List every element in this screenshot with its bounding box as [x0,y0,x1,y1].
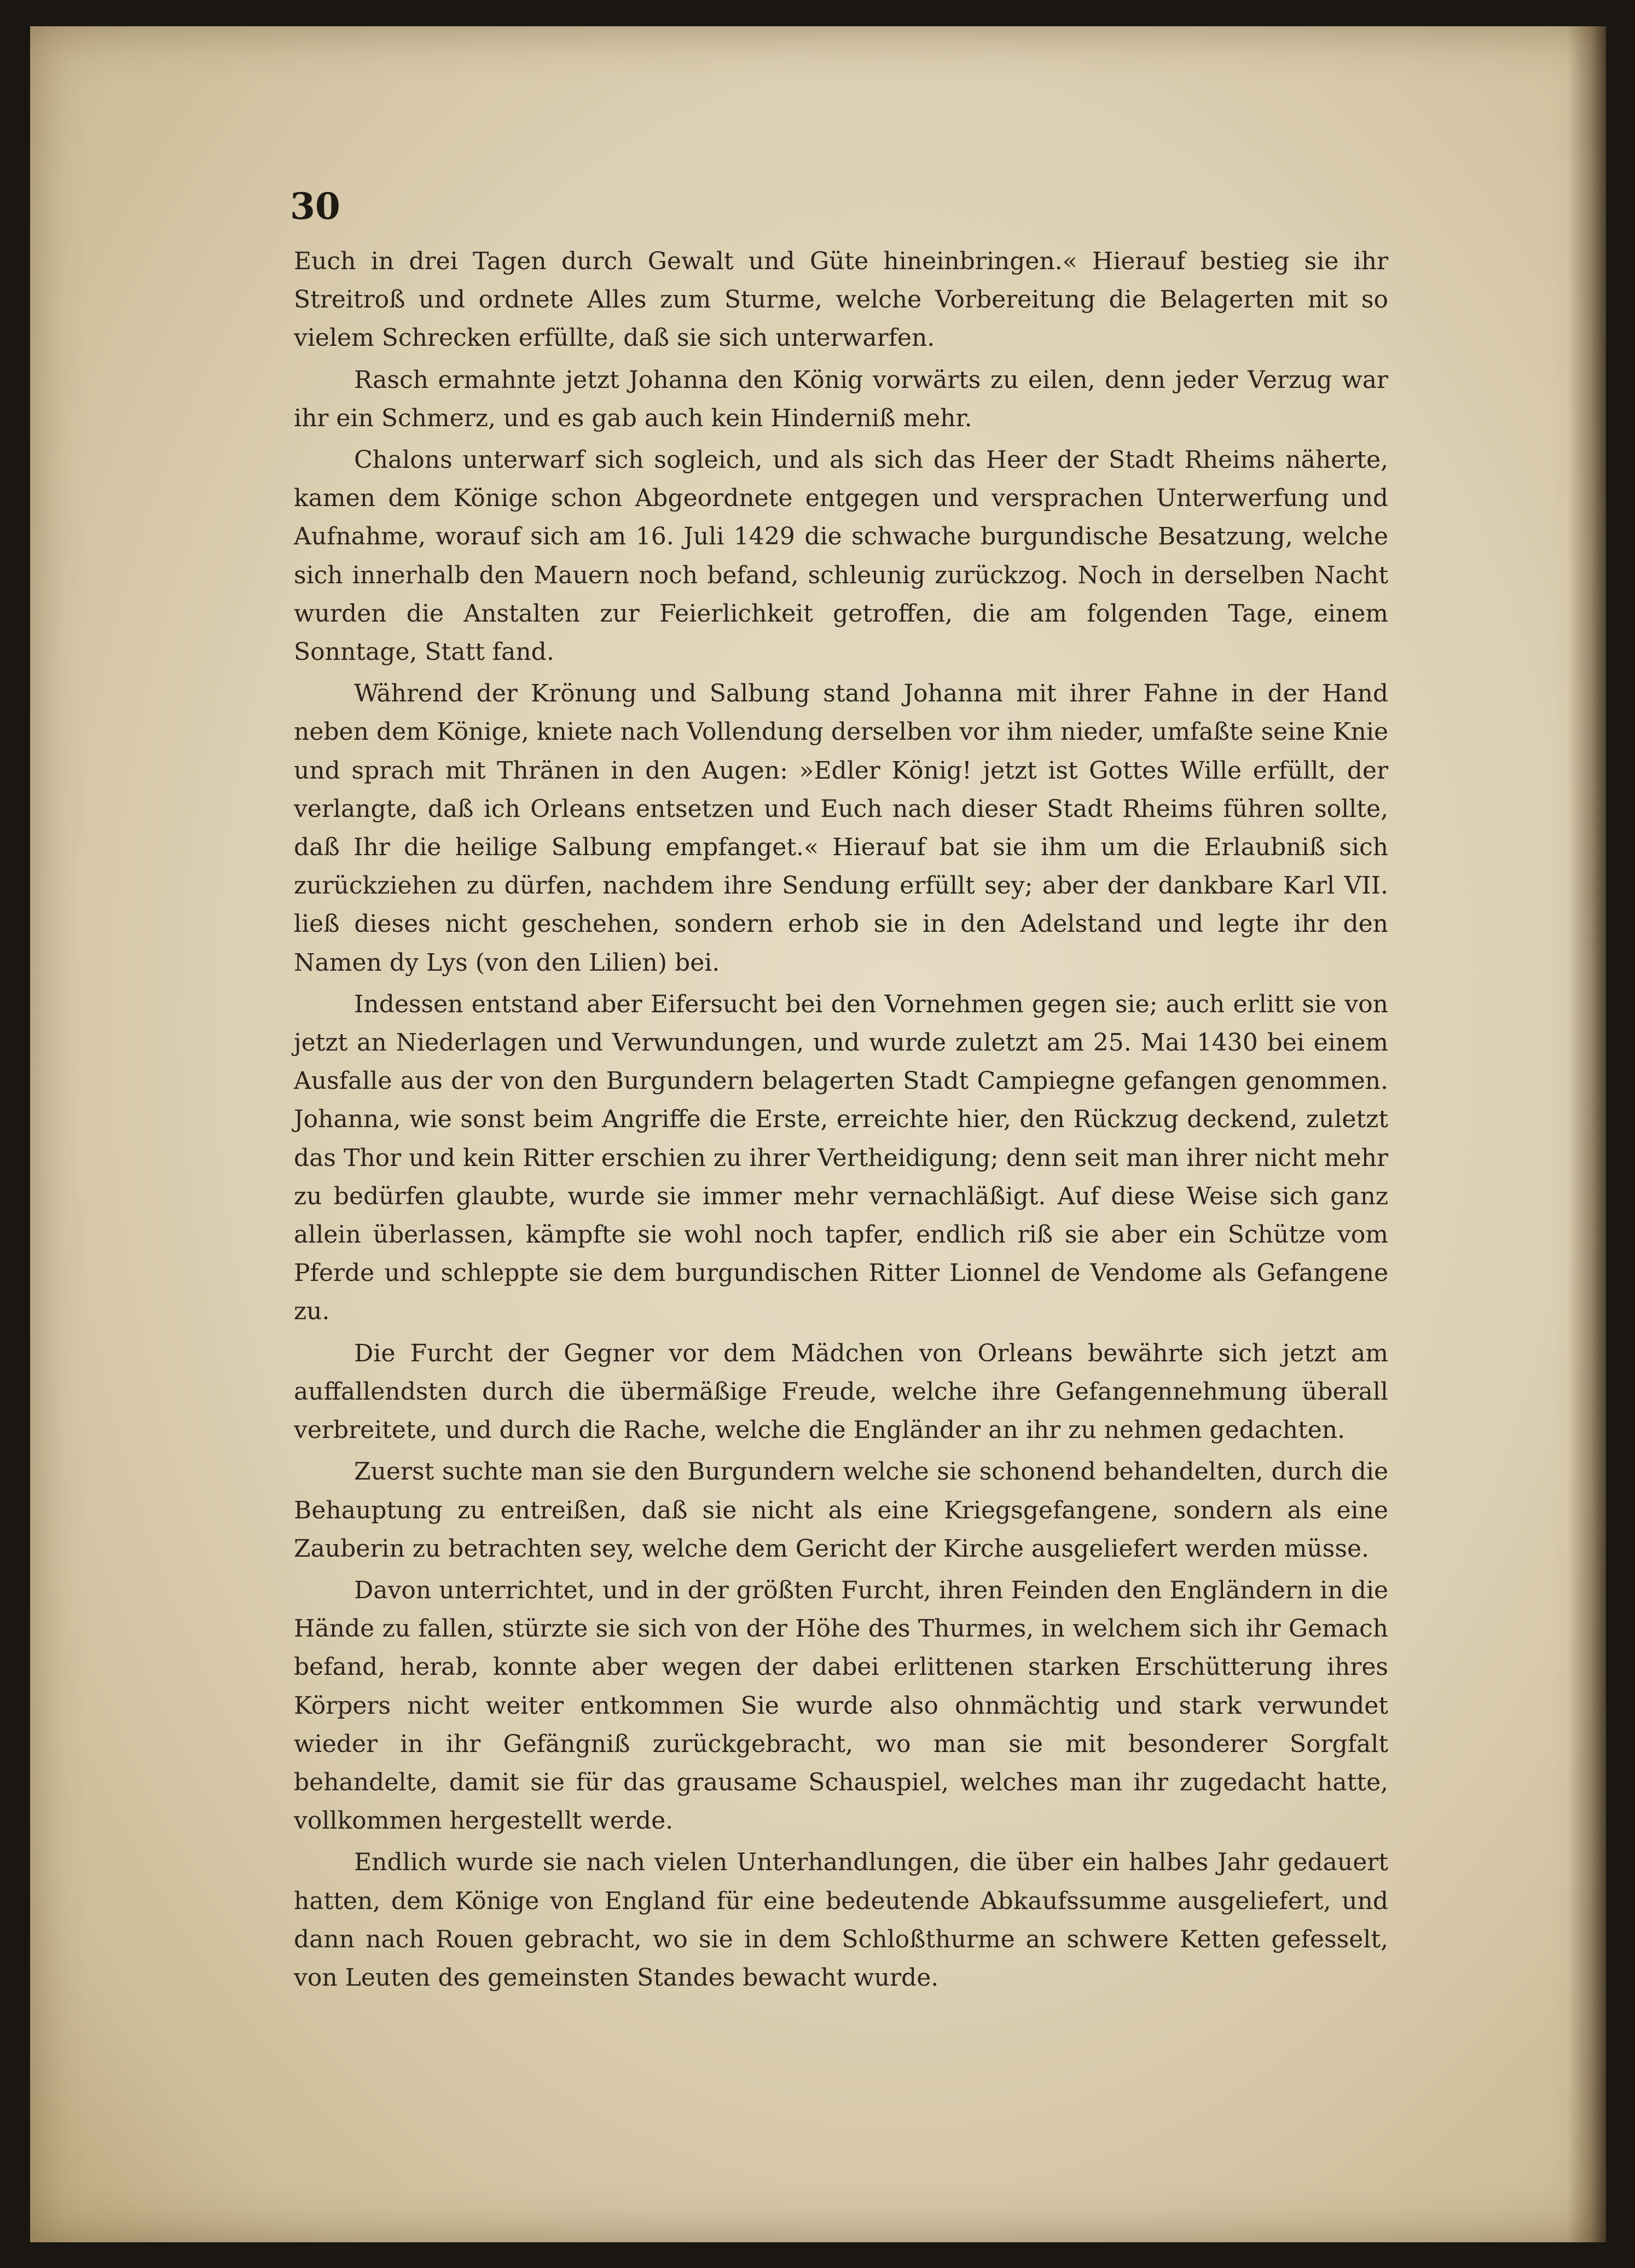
page-spine-shadow [1568,26,1606,2242]
paragraph: Euch in drei Tagen durch Gewalt und Güte hineinbringen.« Hierauf bestieg sie ihr Streitroß und ordnete Alles zum Sturme, welche Vorbereitung die Belagerten mit so vielem Schrecken erfüllte, daß sie sich unterwarfen. [294,247,1388,352]
paragraph: Endlich wurde sie nach vielen Unterhandlungen, die über ein halbes Jahr gedauert hatten, dem Könige von England für eine bedeutende Abkaufssumme ausgeliefert, und dann nach Rouen gebracht, wo sie in dem Schloßthurme an schwere Ketten gefesselt, von Leuten des gemeinsten Standes bewacht wurde. [294,1848,1388,1992]
book-page [30,26,1606,2242]
paragraph: Rasch ermahnte jetzt Johanna den König vorwärts zu eilen, denn jeder Verzug war ihr ein Schmerz, und es gab auch kein Hinderniß mehr. [294,366,1388,432]
paragraph: Indessen entstand aber Eifersucht bei den Vornehmen gegen sie; auch erlitt sie von jetzt an Niederlagen und Verwundungen, und wurde zuletzt am 25. Mai 1430 bei einem Ausfalle aus der von den Burgundern belagerten Stadt Campiegne gefangen genommen. Johanna, wie sonst beim Angriffe die Erste, erreichte hier, den Rückzug deckend, zuletzt das Thor und kein Ritter erschien zu ihrer Vertheidigung; denn seit man ihrer nicht mehr zu bedürfen glaubte, wurde sie immer mehr vernachläßigt. Auf diese Weise sich ganz allein überlassen, kämpfte sie wohl noch tapfer, endlich riß sie aber ein Schütze vom Pferde und schleppte sie dem burgundischen Ritter Lionnel de Vendome als Gefangene zu. [294,990,1388,1326]
paragraph: Während der Krönung und Salbung stand Johanna mit ihrer Fahne in der Hand neben dem Könige, kniete nach Vollendung derselben vor ihm nieder, umfaßte seine Knie und sprach mit Thränen in den Augen: »Edler König! jetzt ist Gottes Wille erfüllt, der verlangte, daß ich Orleans entsetzen und Euch nach dieser Stadt Rheims führen sollte, daß Ihr die heilige Salbung empfanget.« Hierauf bat sie ihm um die Erlaubniß sich zurückziehen zu dürfen, nachdem ihre Sendung erfüllt sey; aber der dankbare Karl VII. ließ dieses nicht geschehen, sondern erhob sie in den Adelstand und legte ihr den Namen dy Lys (von den Lilien) bei. [294,680,1388,977]
body-text [294,242,1388,1997]
page-number: 30 [290,185,340,228]
paragraph: Chalons unterwarf sich sogleich, und als sich das Heer der Stadt Rheims näherte, kamen dem Könige schon Abgeordnete entgegen und versprachen Unterwerfung und Aufnahme, worauf sich am 16. Juli 1429 die schwache burgundische Besatzung, welche sich innerhalb den Mauern noch befand, schleunig zurückzog. Noch in derselben Nacht wurden die Anstalten zur Feierlichkeit getroffen, die am folgenden Tage, einem Sonntage, Statt fand. [294,446,1388,666]
paragraph: Zuerst suchte man sie den Burgundern welche sie schonend behandelten, durch die Behauptung zu entreißen, daß sie nicht als eine Kriegsgefangene, sondern als eine Zauberin zu betrachten sey, welche dem Gericht der Kirche ausgeliefert werden müsse. [294,1458,1388,1563]
paragraph: Davon unterrichtet, und in der größten Furcht, ihren Feinden den Engländern in die Hände zu fallen, stürzte sie sich von der Höhe des Thurmes, in welchem sich ihr Gemach befand, herab, konnte aber wegen der dabei erlittenen starken Erschütterung ihres Körpers nicht weiter entkommen Sie wurde also ohnmächtig und stark verwundet wieder in ihr Gefängniß zurückgebracht, wo man sie mit besonderer Sorgfalt behandelte, damit sie für das grausame Schauspiel, welches man ihr zugedacht hatte, vollkommen hergestellt werde. [294,1576,1388,1835]
paragraph: Die Furcht der Gegner vor dem Mädchen von Orleans bewährte sich jetzt am auffallendsten durch die übermäßige Freude, welche ihre Gefangennehmung überall verbreitete, und durch die Rache, welche die Engländer an ihr zu nehmen gedachten. [294,1339,1388,1445]
